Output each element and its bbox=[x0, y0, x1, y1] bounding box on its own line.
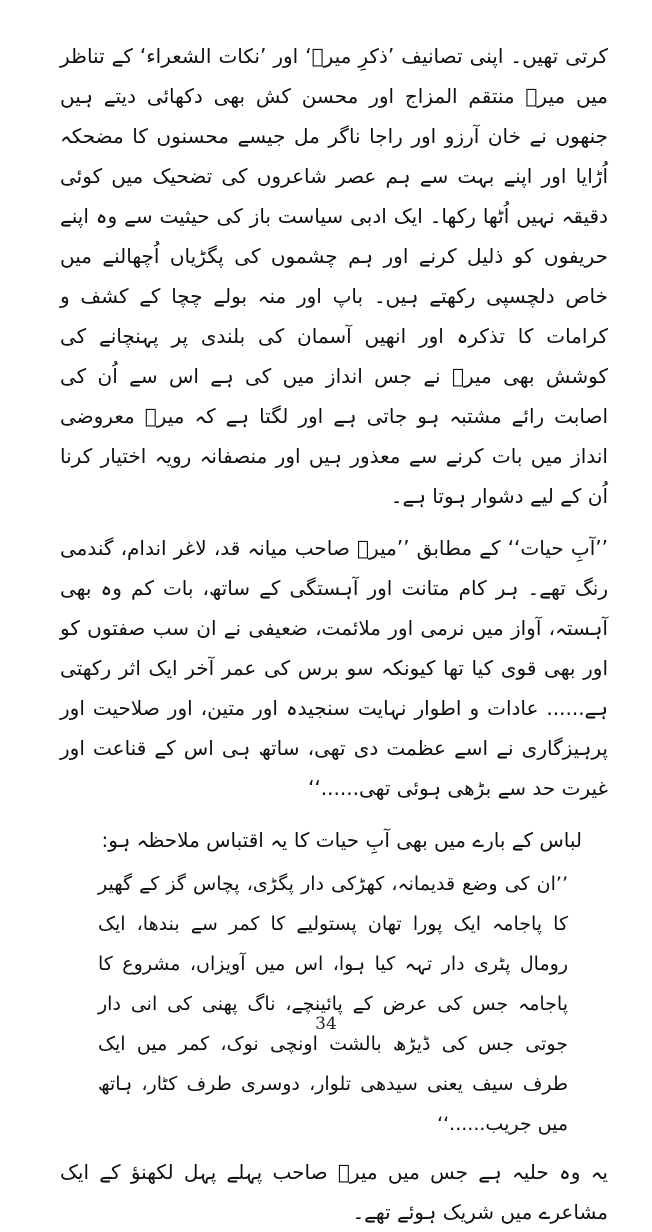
paragraph-closing: یہ وہ حلیہ ہے جس میں میرؔ صاحب پہلے پہل لکھنؤ کے ایک مشاعرے میں شریک ہوئے تھے۔ bbox=[60, 1160, 608, 1224]
block-quote-attire: ’’ان کی وضع قدیمانہ، کھڑکی دار پگڑی، پچاس گز کے گھیر کا پاجامہ ایک پورا تھان پستولیے کا کمر سے بندھا، ایک رومال پٹری دار تہہ کیا ہوا، اس میں آویزاں، مشروع کا پاجامہ جس کی عرض کے پائینچے، ناگ پھنی کی انی دار جوتی جس کی ڈیڑھ بالشت اونچی نوک، کمر میں ایک طرف سیف یعنی سیدھی تلوار، دوسری طرف کٹار، ہاتھ میں جریب......‘‘ bbox=[98, 873, 568, 1135]
paragraph-aab-e-hayat: ’’آبِ حیات‘‘ کے مطابق ’’میرؔ صاحب میانہ قد، لاغر اندام، گندمی رنگ تھے۔ ہر کام متانت اور آہستگی کے ساتھ، بات کم وہ بھی آہستہ، آواز میں نرمی اور ملائمت، ضعیفی نے ان سب صفتوں کو اور بھی قوی کیا تھا کیونکہ سو برس کی عمر آخر ایک اثر رکھتی ہے...... عادات و اطوار نہایت سنجیدہ اور متین، اور صلاحیت اور پرہیزگاری نے اسے عظمت دی تھی، ساتھ ہی اس کے قناعت اور غیرت حد سے بڑھی ہوئی تھی......‘‘ bbox=[60, 536, 608, 800]
paragraph-mir-character: کرتی تھیں۔ اپنی تصانیف ’ذکرِ میرؔ‘ اور ’نکات الشعراء‘ کے تناظر میں میرؔ منتقم المزاج اور محسن کش بھی دکھائی دیتے ہیں جنھوں نے خان آرزو اور راجا ناگر مل جیسے محسنوں کا مضحکہ اُڑایا اور اپنے بہت سے ہم عصر شاعروں کی تضحیک میں کوئی دقیقہ نہیں اُٹھا رکھا۔ ایک ادبی سیاست باز کی حیثیت سے وہ اپنے حریفوں کو ذلیل کرنے اور ہم چشموں کی پگڑیاں اُچھالنے میں خاص دلچسپی رکھتے ہیں۔ باپ اور منہ بولے چچا کے کشف و کرامات کا تذکرہ اور انھیں آسمان کی بلندی پر پہنچانے کی کوشش بھی میرؔ نے جس انداز میں کی ہے اس سے اُن کی اصابت رائے مشتبہ ہو جاتی ہے اور لگتا ہے کہ میرؔ معروضی انداز میں بات کرنے سے معذور ہیں اور منصفانہ رویہ اختیار کرنا اُن کے لیے دشوار ہوتا ہے۔ bbox=[60, 44, 608, 508]
quote-intro: لباس کے بارے میں بھی آبِ حیات کا یہ اقتباس ملاحظہ ہو: bbox=[101, 828, 582, 852]
page-number: 34 bbox=[315, 1014, 337, 1034]
